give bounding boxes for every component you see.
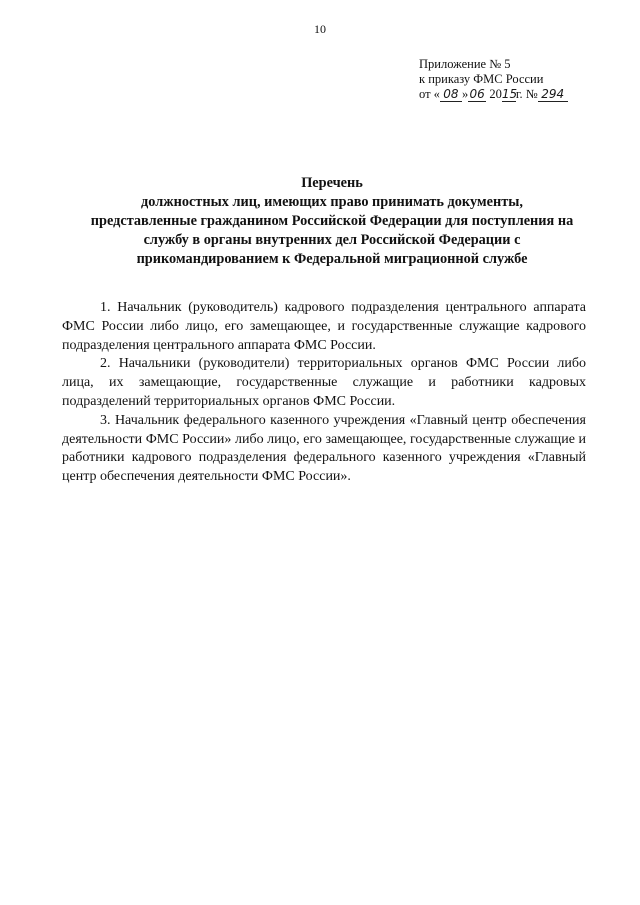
document-title — [62, 174, 602, 269]
year-prefix: 20 — [489, 87, 502, 101]
title-line: службу в органы внутренних дел Российской Федерации с — [143, 232, 521, 248]
list-item: 1. Начальник (руководитель) кадрового подразделения центрального аппарата ФМС России либо лицо, его замещающее, и государственные служащие кадрового подразделения центрального аппарата ФМС России. — [62, 300, 586, 353]
appendix-line-2: к приказу ФМС России — [419, 72, 544, 86]
title-line: прикомандированием к Федеральной миграционной службе — [136, 251, 528, 267]
handwritten-day: 08 — [440, 88, 462, 102]
handwritten-month: 06 — [469, 87, 485, 101]
title-line: должностных лиц, имеющих право принимать документы, — [141, 194, 523, 210]
title-line: Перечень — [301, 175, 363, 191]
appendix-header — [419, 57, 568, 102]
list-item: 2. Начальники (руководители) территориальных органов ФМС России либо лица, их замещающие, государственные служащие и работники кадровых подразделений территориальных органов ФМС России. — [62, 356, 586, 409]
date-prefix: от « — [419, 87, 440, 101]
list-item: 3. Начальник федерального казенного учреждения «Главный центр обеспечения деятельности ФМС России» либо лицо, его замещающее, государственные служащие и работники кадрового подразделения федерального казенного учреждения «Главный центр обеспечения деятельности ФМС России». — [62, 412, 586, 485]
year-suffix: г. № — [515, 87, 538, 101]
document-body — [62, 299, 586, 487]
title-line: представленные гражданином Российской Федерации для поступления на — [90, 213, 574, 229]
handwritten-order-number: 294 — [538, 88, 568, 102]
appendix-line-1: Приложение № 5 — [419, 57, 511, 71]
quote-close: » — [461, 87, 469, 101]
handwritten-year: 15 — [501, 87, 518, 101]
page-number: 10 — [314, 22, 326, 36]
appendix-date-line — [419, 87, 568, 102]
